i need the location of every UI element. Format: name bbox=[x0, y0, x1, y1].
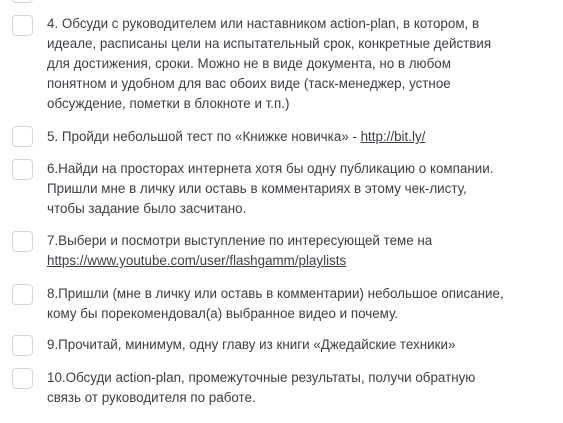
item-7-text bbox=[47, 231, 547, 271]
item-4-text bbox=[47, 14, 547, 114]
item-5-prefix: 5. Пройди небольшой тест по «Книжке новичка» - bbox=[47, 129, 361, 144]
item-5-link[interactable]: http://bit.ly/ bbox=[360, 129, 426, 144]
checkbox-item-5[interactable] bbox=[12, 126, 33, 147]
item-4-line-3: для достижения, сроки. Можно не в виде документа, но в любом bbox=[47, 56, 451, 71]
item-7-link[interactable]: https://www.youtube.com/user/flashgamm/playlists bbox=[47, 253, 347, 268]
item-6-line-2: Пришли мне в личку или оставь в комментариях в этому чек-листу, bbox=[47, 181, 467, 196]
item-4-line-4: понятном и удобном для вас обоих виде (таск-менеджер, устное bbox=[47, 76, 451, 91]
item-7-line-1: 7.Выбери и посмотри выступление по интересующей теме на bbox=[47, 233, 433, 248]
item-9-line-1: 9.Прочитай, минимум, одну главу из книги «Джедайские техники» bbox=[47, 337, 456, 352]
item-9-text bbox=[47, 335, 547, 355]
checkbox-item-9[interactable] bbox=[12, 335, 33, 356]
checkbox-item-6[interactable] bbox=[12, 159, 33, 180]
item-6-line-1: 6.Найди на просторах интернета хотя бы одну публикацию о компании. bbox=[47, 161, 494, 176]
item-8-text bbox=[47, 284, 547, 324]
item-8-line-1: 8.Пришли (мне в личку или оставь в комментарии) небольшое описание, bbox=[47, 286, 504, 301]
item-10-text bbox=[47, 368, 547, 408]
item-4-line-2: идеале, расписаны цели на испытательный срок, конкретные действия bbox=[47, 36, 492, 51]
item-6-text bbox=[47, 159, 547, 219]
item-10-line-1: 10.Обсуди action-plan, промежуточные результаты, получи обратную bbox=[47, 370, 476, 385]
checkbox-item-7[interactable] bbox=[12, 231, 33, 252]
item-6-line-3: чтобы задание было засчитано. bbox=[47, 201, 247, 216]
checkbox-item-10[interactable] bbox=[12, 368, 33, 389]
checkbox-item-4[interactable] bbox=[12, 15, 33, 36]
item-4-line-1: 4. Обсуди с руководителем или наставником action-plan, в котором, в bbox=[47, 16, 480, 31]
item-8-line-2: кому бы порекомендовал(а) выбранное видео и почему. bbox=[47, 306, 399, 321]
item-5-text bbox=[47, 127, 547, 147]
item-4-line-5: обсуждение, пометки в блокноте и т.п.) bbox=[47, 96, 290, 111]
item-10-line-2: связь от руководителя по работе. bbox=[47, 390, 256, 405]
checkbox-item-8[interactable] bbox=[12, 284, 33, 305]
previous-item-checkbox[interactable] bbox=[12, 0, 33, 3]
